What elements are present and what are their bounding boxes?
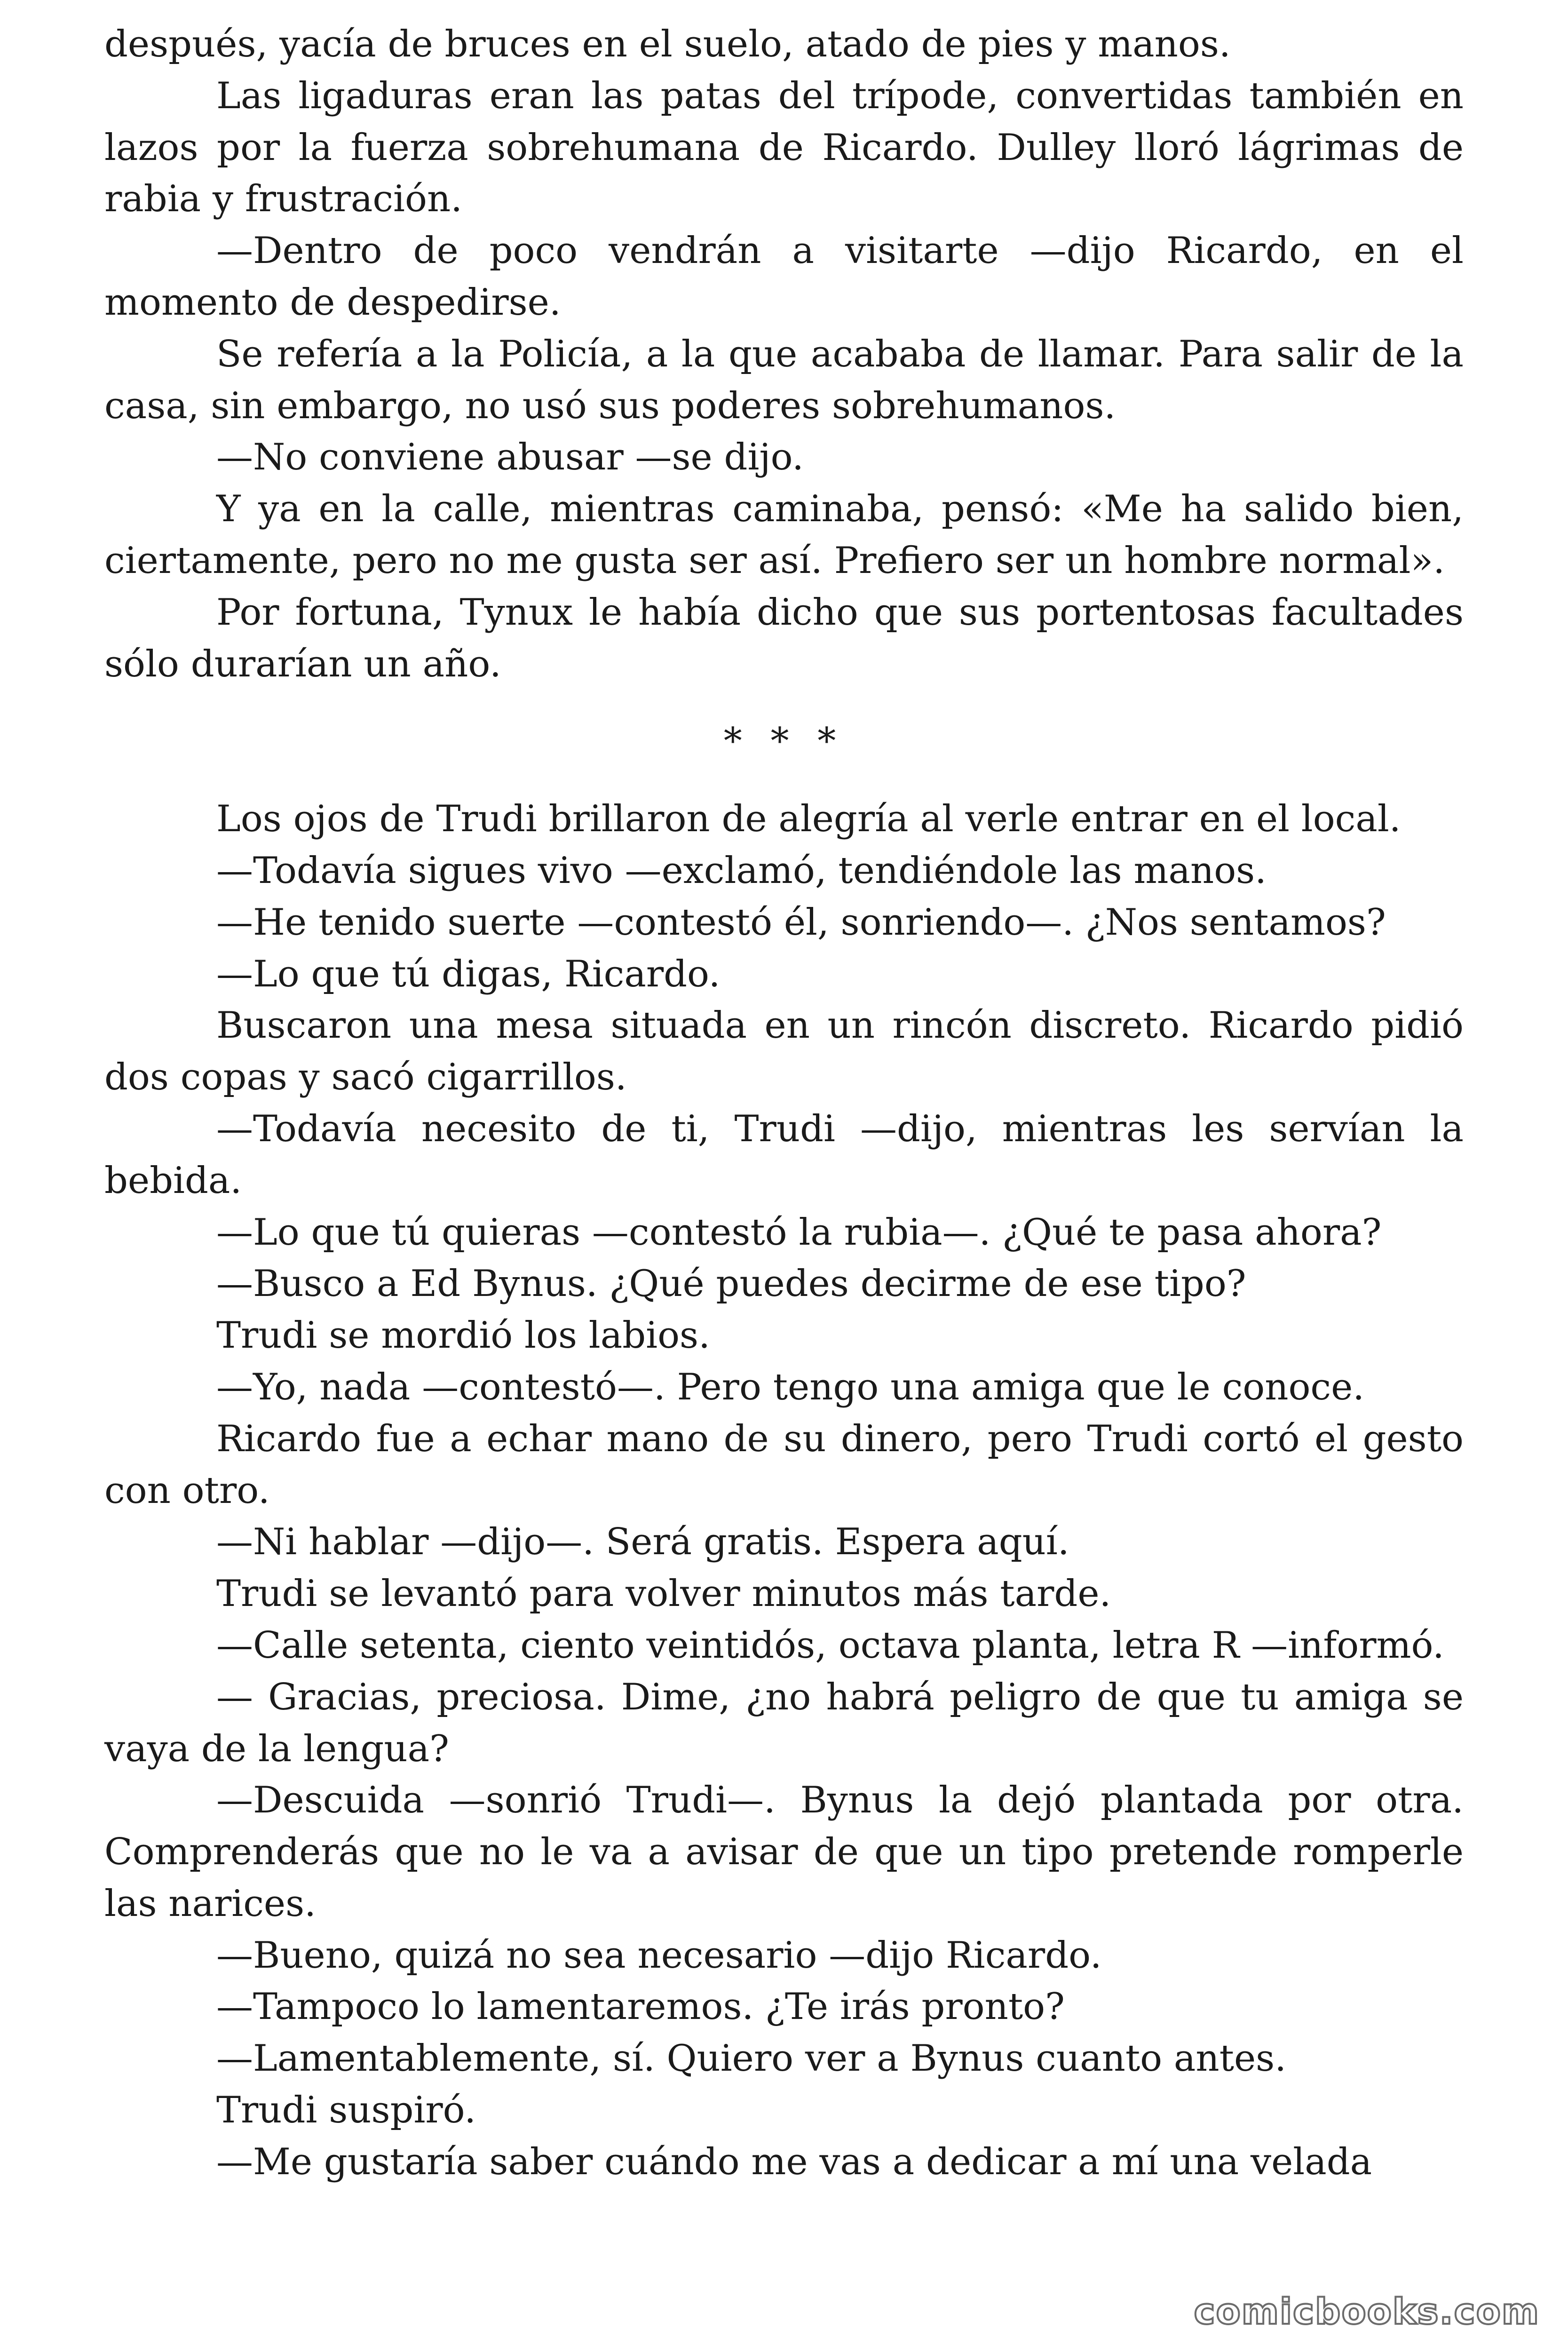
paragraph: después, yacía de bruces en el suelo, atado de pies y manos.	[104, 23, 1231, 65]
section-separator: * * *	[723, 720, 845, 763]
paragraph: Ricardo fue a echar mano de su dinero, pero Trudi cortó el gesto con otro.	[104, 1417, 1464, 1512]
paragraph: —Descuida —sonrió Trudi—. Bynus la dejó plantada por otra. Comprenderás que no le va a avisar de que un tipo pretende romperle las narices.	[104, 1779, 1464, 1925]
watermark-logo: comicbooks.com	[1194, 2290, 1540, 2332]
paragraph: —Lo que tú digas, Ricardo.	[216, 953, 721, 995]
paragraph: —Todavía sigues vivo —exclamó, tendiéndole las manos.	[216, 849, 1267, 892]
paragraph: Por fortuna, Tynux le había dicho que sus portentosas facultades sólo durarían un año.	[104, 591, 1464, 685]
paragraph: Trudi se mordió los labios.	[216, 1314, 710, 1357]
paragraph: —He tenido suerte —contestó él, sonriendo—. ¿Nos sentamos?	[216, 901, 1386, 944]
paragraph: —Todavía necesito de ti, Trudi —dijo, mientras les servían la bebida.	[104, 1107, 1464, 1202]
paragraph: Trudi se levantó para volver minutos más tarde.	[216, 1573, 1111, 1615]
paragraph: Y ya en la calle, mientras caminaba, pensó: «Me ha salido bien, ciertamente, pero no me gusta ser así. Prefiero ser un hombre normal».	[104, 488, 1464, 582]
paragraph: — Gracias, preciosa. Dime, ¿no habrá peligro de que tu amiga se vaya de la lengua?	[104, 1676, 1464, 1770]
book-page-text	[104, 19, 1464, 2188]
paragraph: —Calle setenta, ciento veintidós, octava planta, letra R —informó.	[216, 1624, 1444, 1667]
paragraph: Las ligaduras eran las patas del trípode, convertidas también en lazos por la fuerza sobrehumana de Ricardo. Dulley lloró lágrimas de rabia y frustración.	[104, 74, 1464, 221]
paragraph: —No conviene abusar —se dijo.	[216, 436, 804, 479]
paragraph: Trudi suspiró.	[216, 2089, 476, 2132]
paragraph: —Busco a Ed Bynus. ¿Qué puedes decirme de ese tipo?	[216, 1263, 1246, 1305]
paragraph: —Me gustaría saber cuándo me vas a dedicar a mí una velada	[216, 2140, 1372, 2183]
paragraph: Los ojos de Trudi brillaron de alegría al verle entrar en el local.	[216, 798, 1401, 841]
paragraph: Se refería a la Policía, a la que acababa de llamar. Para salir de la casa, sin embargo, no usó sus poderes sobrehumanos.	[104, 333, 1464, 427]
paragraph: —Tampoco lo lamentaremos. ¿Te irás pronto?	[216, 1986, 1065, 2028]
paragraph: Buscaron una mesa situada en un rincón discreto. Ricardo pidió dos copas y sacó cigarrillos.	[104, 1004, 1464, 1099]
paragraph: —Bueno, quizá no sea necesario —dijo Ricardo.	[216, 1934, 1102, 1977]
paragraph: —Lamentablemente, sí. Quiero ver a Bynus cuanto antes.	[216, 2037, 1286, 2080]
paragraph: —Yo, nada —contestó—. Pero tengo una amiga que le conoce.	[216, 1366, 1365, 1408]
paragraph: —Dentro de poco vendrán a visitarte —dijo Ricardo, en el momento de despedirse.	[104, 230, 1464, 324]
paragraph: —Lo que tú quieras —contestó la rubia—. ¿Qué te pasa ahora?	[216, 1211, 1382, 1254]
paragraph: —Ni hablar —dijo—. Será gratis. Espera aquí.	[216, 1521, 1069, 1564]
